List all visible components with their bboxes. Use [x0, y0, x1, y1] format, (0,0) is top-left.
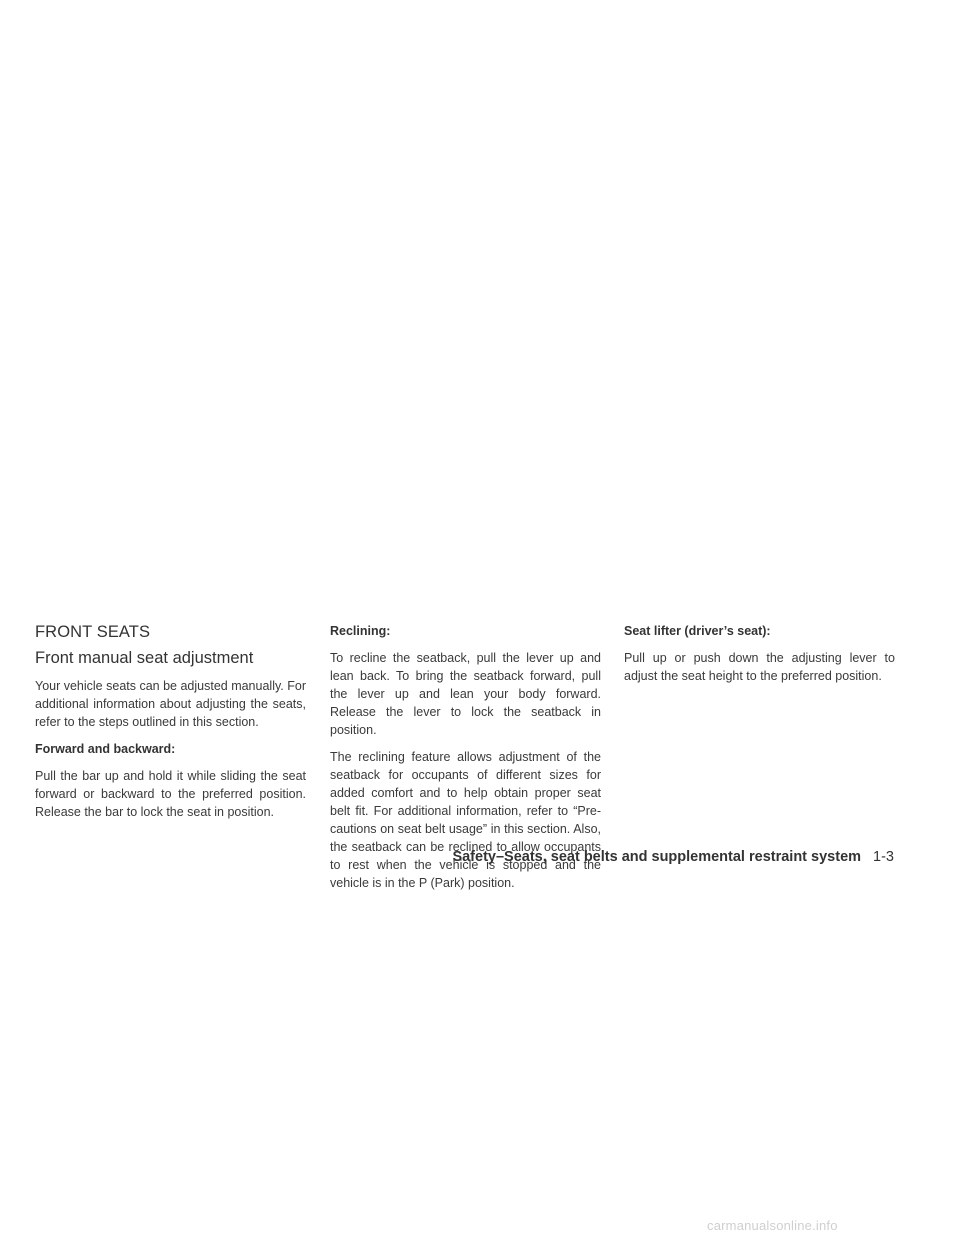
- forward-backward-paragraph: Pull the bar up and hold it while sliding the seat forward or backward to the preferred position. Release the bar to lock the seat in position.: [35, 769, 306, 819]
- footer-section-name: Safety–Seats, seat belts and supplemental restraint system: [452, 849, 862, 865]
- seat-lifter-heading: Seat lifter (driver’s seat):: [624, 624, 771, 638]
- forward-backward-heading: Forward and backward:: [35, 742, 176, 756]
- intro-paragraph: Your vehicle seats can be adjusted manually. For additional information about adjusting the seats, refer to the steps outlined in this section.: [35, 679, 306, 729]
- watermark-link[interactable]: carmanualsonline.info: [707, 1218, 838, 1233]
- section-title: FRONT SEATS: [35, 623, 151, 641]
- column-right: [624, 622, 895, 694]
- subsection-title: Front manual seat adjustment: [35, 649, 254, 667]
- reclining-paragraph-1: To recline the seatback, pull the lever up and lean back. To bring the seatback forward, pull the lever up and lean your body forward. Release the lever to lock the seatback in position.: [330, 651, 601, 737]
- page-number: 1-3: [873, 849, 894, 865]
- reclining-heading: Reclining:: [330, 624, 391, 638]
- page-footer: [452, 847, 894, 867]
- column-left: [35, 622, 306, 830]
- seat-lifter-paragraph: Pull up or push down the adjusting lever to adjust the seat height to the preferred position.: [624, 651, 895, 683]
- reclining-paragraph-2: The reclining feature allows adjustment of the seatback for occupants of different sizes for added comfort and to help obtain proper seat belt fit. For additional information, refer to “Pre-cautions on seat belt usage” in this section. Also, the seatback can be reclined to allow occupants to rest when the vehicle is stopped and the vehicle is in the P (Park) position.: [330, 750, 601, 890]
